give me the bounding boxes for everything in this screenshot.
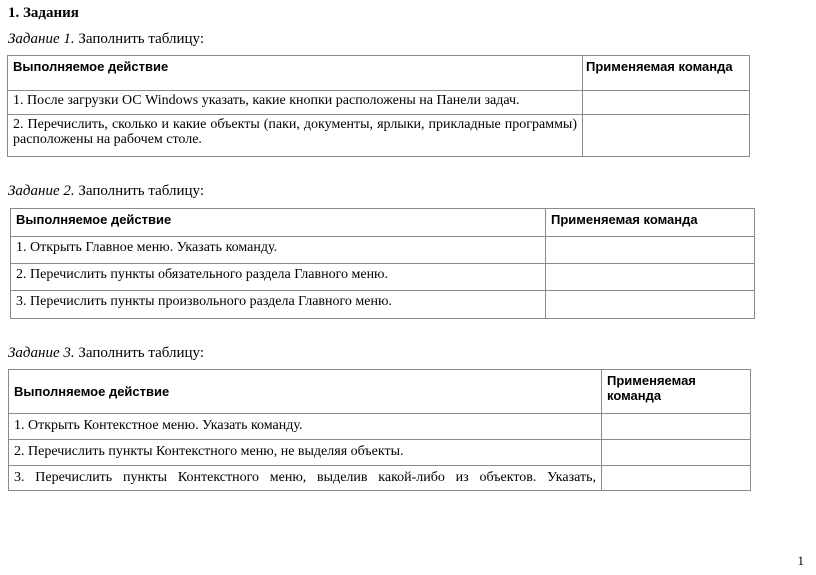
command-cell[interactable] <box>546 264 755 291</box>
action-cell: 3. Перечислить пункты произвольного раздела Главного меню. <box>11 291 546 319</box>
action-cell: 1. После загрузки ОС Windows указать, какие кнопки расположены на Панели задач. <box>8 91 583 115</box>
action-cell: 2. Перечислить, сколько и какие объекты (паки, документы, ярлыки, прикладные программы) расположены на рабочем столе. <box>8 115 583 157</box>
task-2-title <box>8 183 204 200</box>
column-header-command: Применяемая команда <box>546 209 755 237</box>
table-row <box>11 291 755 319</box>
task-1-instruction: Заполнить таблицу: <box>78 31 205 47</box>
task-1-table <box>7 55 750 157</box>
column-header-action: Выполняемое действие <box>11 209 546 237</box>
command-cell[interactable] <box>546 237 755 264</box>
table-row <box>9 440 751 466</box>
table-row <box>9 466 751 491</box>
table-row <box>8 115 750 157</box>
column-header-command: Применяемая команда <box>602 370 751 414</box>
command-cell[interactable] <box>546 291 755 319</box>
task-3-title <box>8 345 204 362</box>
column-header-action: Выполняемое действие <box>8 56 583 91</box>
command-cell[interactable] <box>602 466 751 491</box>
task-2-instruction: Заполнить таблицу: <box>78 183 205 199</box>
column-header-action: Выполняемое действие <box>9 370 602 414</box>
table-row <box>9 414 751 440</box>
section-heading: 1. Задания <box>8 5 79 21</box>
action-cell: 2. Перечислить пункты обязательного раздела Главного меню. <box>11 264 546 291</box>
table-row <box>11 264 755 291</box>
task-1-title <box>8 31 204 48</box>
command-cell[interactable] <box>602 414 751 440</box>
action-cell: 2. Перечислить пункты Контекстного меню, не выделяя объекты. <box>9 440 602 466</box>
command-cell[interactable] <box>583 91 750 115</box>
table-row <box>8 91 750 115</box>
table-header-row <box>8 56 750 91</box>
task-3-instruction: Заполнить таблицу: <box>78 345 205 361</box>
task-1-label: Задание 1. <box>8 31 75 47</box>
table-header-row <box>9 370 751 414</box>
action-cell: 1. Открыть Главное меню. Указать команду. <box>11 237 546 264</box>
command-cell[interactable] <box>583 115 750 157</box>
task-3-label: Задание 3. <box>8 345 75 361</box>
task-3-table <box>8 369 751 491</box>
column-header-command: Применяемая команда <box>583 56 750 91</box>
action-cell: 3. Перечислить пункты Контекстного меню, выделив какой-либо из объектов. Указать, <box>9 466 602 491</box>
task-2-table <box>10 208 755 319</box>
table-header-row <box>11 209 755 237</box>
page-number: 1 <box>797 553 804 568</box>
command-cell[interactable] <box>602 440 751 466</box>
table-row <box>11 237 755 264</box>
task-2-label: Задание 2. <box>8 183 75 199</box>
action-cell: 1. Открыть Контекстное меню. Указать команду. <box>9 414 602 440</box>
